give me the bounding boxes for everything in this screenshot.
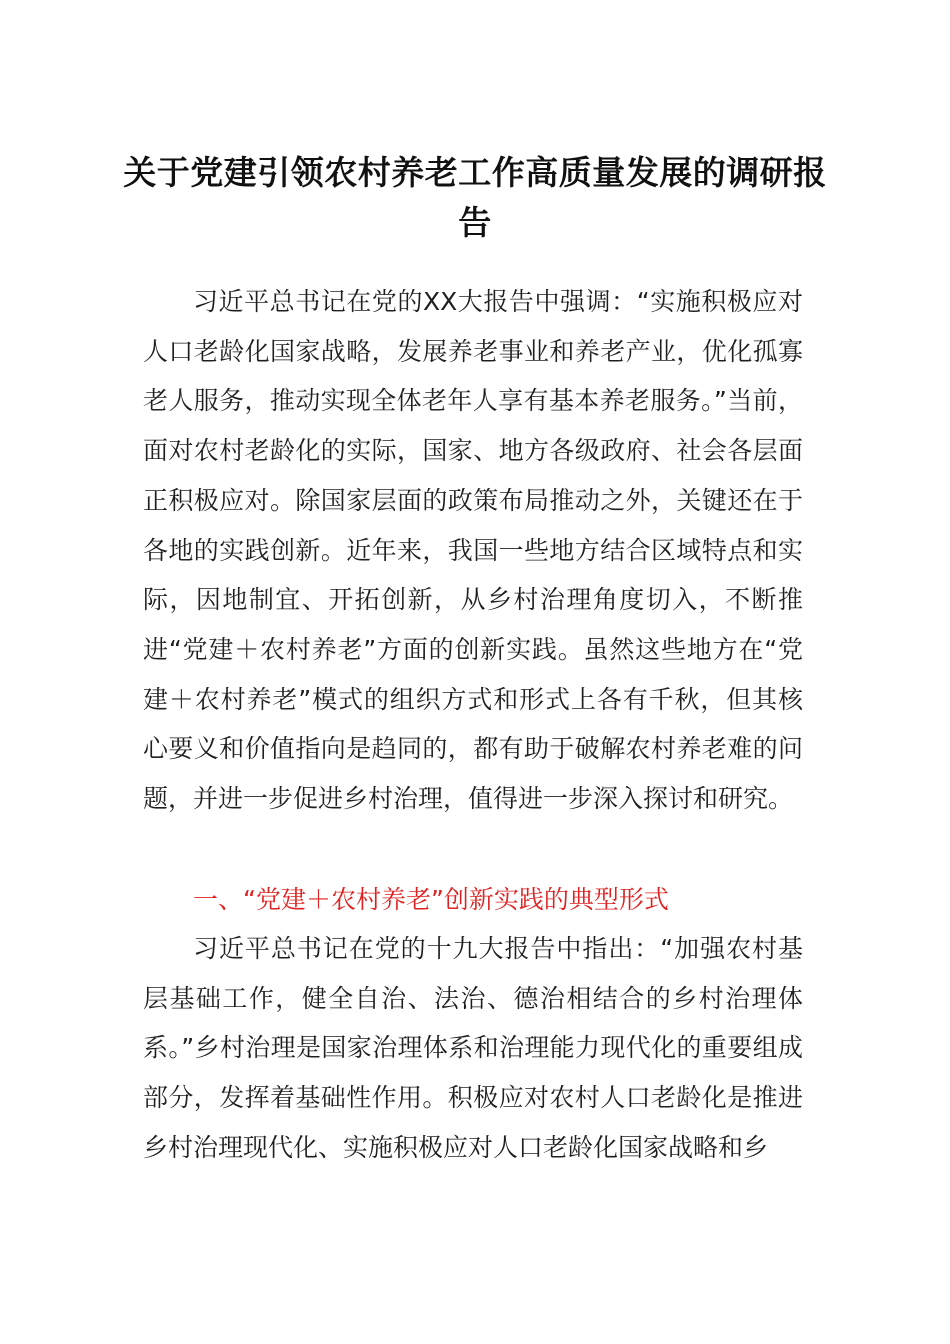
document-title: 关于党建引领农村养老工作高质量发展的调研报告 [123,153,827,242]
section-1-paragraph: 习近平总书记在党的十九大报告中指出：“加强农村基层基础工作，健全自治、法治、德治相结合的乡村治理体系。”乡村治理是国家治理体系和治理能力现代化的重要组成部分，发挥着基础性作用。积极应对农村人口老龄化是推进乡村治理现代化、实施积极应对人口老龄化国家战略和乡 [143,934,803,1162]
intro-paragraph: 习近平总书记在党的XX大报告中强调：“实施积极应对人口老龄化国家战略，发展养老事业和养老产业，优化孤寡老人服务，推动实现全体老年人享有基本养老服务。”当前，面对农村老龄化的实际，国家、地方各级政府、社会各层面正积极应对。除国家层面的政策布局推动之外，关键还在于各地的实践创新。近年来，我国一些地方结合区域特点和实际，因地制宜、开拓创新，从乡村治理角度切入，不断推进“党建＋农村养老”方面的创新实践。虽然这些地方在“党建＋农村养老”模式的组织方式和形式上各有千秋，但其核心要义和价值指向是趋同的，都有助于破解农村养老难的问题，并进一步促进乡村治理，值得进一步深入探讨和研究。 [143,287,803,814]
section-heading-1: 一、“党建＋农村养老”创新实践的典型形式 [193,885,669,914]
